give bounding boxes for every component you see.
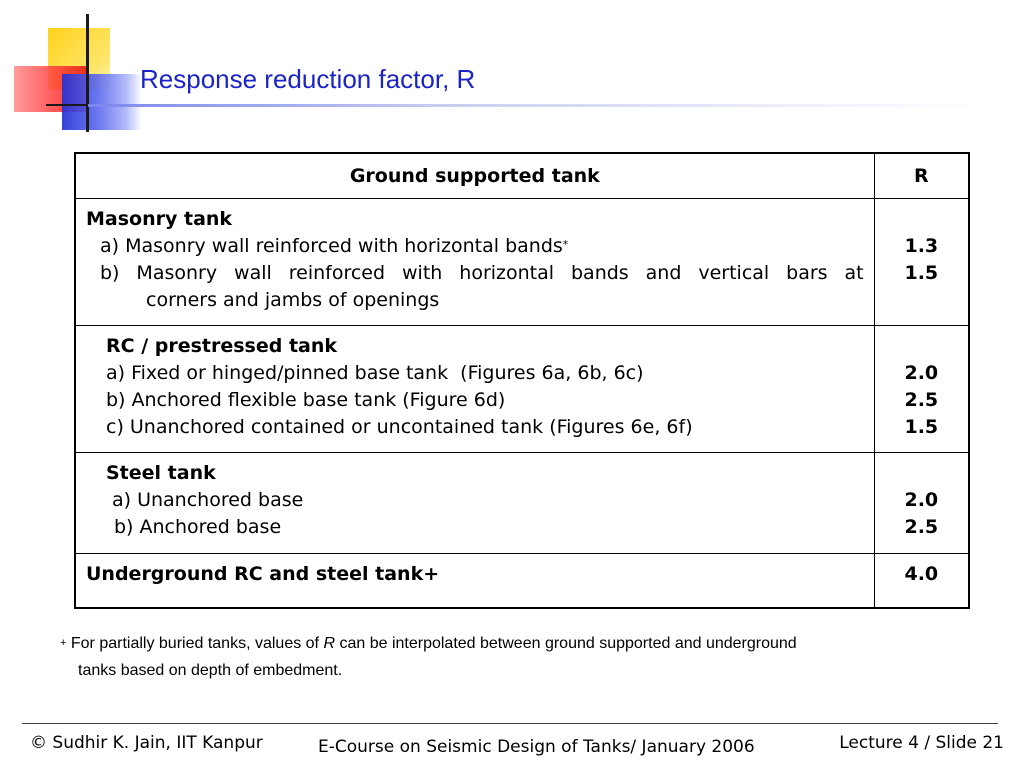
steel-r-a: 2.0 [904,489,939,511]
rc-r-a: 2.0 [904,362,939,384]
rc-r-b: 2.5 [904,389,939,411]
steel-heading: Steel tank [106,462,216,484]
footnote [60,630,990,684]
title-underline [88,104,988,107]
footnote-line1: + For partially buried tanks, values of R can be interpolated between ground supported and underground [60,635,797,652]
table-row-underground [75,554,969,608]
footer-course: E-Course on Seismic Design of Tanks/ January 2006 [318,737,755,757]
copyright-icon: © [30,733,47,753]
table-row-steel [75,453,969,554]
masonry-item-b-line1: b) Masonry wall reinforced with horizontal bands and vertical bars at [100,262,864,284]
logo-blue-square [62,74,142,130]
footer-slide-number: Lecture 4 / Slide 21 [839,733,1004,753]
footnote-marker: + [60,637,67,649]
rc-heading: RC / prestressed tank [106,335,338,357]
steel-item-b: b) Anchored base [114,516,282,538]
steel-r-b: 2.5 [904,516,939,538]
table-row-rc [75,326,969,453]
underground-heading: Underground RC and steel tank+ [86,563,440,585]
column-header-r: R [874,153,969,199]
masonry-item-a: a) Masonry wall reinforced with horizontal bands* [100,235,569,257]
asterisk-mark: * [562,238,569,251]
masonry-r-a: 1.3 [904,235,939,257]
footer-author: © Sudhir K. Jain, IIT Kanpur [30,733,263,753]
rc-item-b: b) Anchored flexible base tank (Figure 6d) [106,389,506,411]
table-row-masonry [75,199,969,326]
masonry-heading: Masonry tank [86,208,233,230]
rc-r-c: 1.5 [904,416,939,438]
footnote-r-symbol: R [323,635,336,652]
rc-item-c: c) Unanchored contained or uncontained tank (Figures 6e, 6f) [106,416,693,438]
logo-vertical-line [86,14,89,132]
footnote-line2: tanks based on depth of embedment. [78,662,343,679]
masonry-item-b-line2: corners and jambs of openings [146,289,440,311]
response-reduction-table [74,152,970,609]
rc-item-a: a) Fixed or hinged/pinned base tank (Figures 6a, 6b, 6c) [106,362,644,384]
steel-item-a: a) Unanchored base [112,489,304,511]
footer-divider [22,723,998,724]
column-header-tank: Ground supported tank [75,153,874,199]
table-header-row [75,153,969,199]
slide-title: Response reduction factor, R [140,64,476,94]
masonry-r-b: 1.5 [904,262,939,284]
underground-r: 4.0 [904,563,939,585]
